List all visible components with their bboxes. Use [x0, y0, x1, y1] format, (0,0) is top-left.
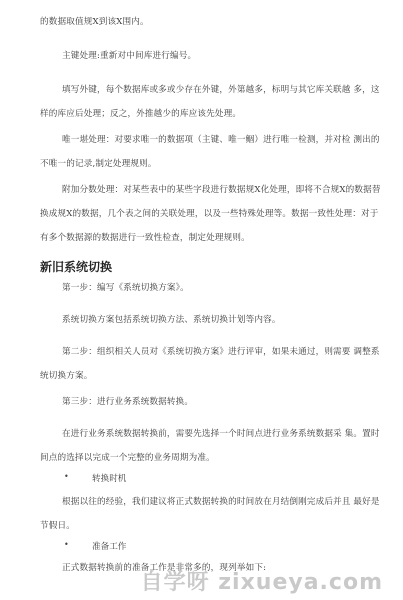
watermark-logo: 自学呀 zixueya.com — [140, 570, 383, 595]
paragraph-unique: 唯一堪处理：对要求唯一的数据项（主键、唯一鲴）进行唯一检测，并对检 测出的不唯一的记录,制定处理规则。 — [40, 135, 380, 169]
paragraph-foreign-key: 填写外键，每个数据库或多或少存在外键，外第越多，标明与其它库关联越 多，这样的库应后处理；反之，外推越少的库应该先处理。 — [40, 85, 380, 119]
bullet-icon: • — [64, 540, 69, 549]
bullet-preparation: 准备工作 — [92, 542, 127, 552]
section-heading: 新旧系统切换 — [40, 260, 113, 274]
paragraph-collection: 在进行业务系统数据转换前，需要先选择一个时间点进行业务系统数据采 集。置时间点的选择以完成一个完整的业务周期为准。 — [40, 429, 380, 463]
paragraph-experience: 根据以往的经验，我们建议将正式数据转换的时间放在月结倒刚完成后并且 最好是节假日。 — [40, 497, 380, 531]
paragraph-primary-key: 主键处理:重新对中间库进行编号。 — [62, 51, 197, 61]
paragraph-additional: 附加分数处理：对某些表中的某些字段进行数据规X化处理，即将不合规X的数据替换成规X的数据，几个表之间的关联处理，以及一些特殊处理等。数据一致性处理：对于有多个数据源的数据进行一致性检查，制定处理规则。 — [40, 185, 381, 243]
paragraph-preparation: 正式数据转换前的准备工作是非常多的，现列举如下: — [62, 563, 267, 573]
bullet-timing: 转换时机 — [92, 474, 127, 484]
paragraph-plan-contents: 系统切换方案包括系统切换方法、系统切换计划等内容。 — [62, 315, 281, 325]
paragraph-range: 的数据取值规X到该X围内。 — [40, 17, 149, 27]
paragraph-step-two: 第二步：组织相关人员对《系统切换方案》进行评审，如果未通过，则需要 调整系统切换方案。 — [40, 347, 380, 381]
paragraph-step-three: 第三步：进行业务系统数据转换。 — [62, 397, 194, 407]
bullet-icon: • — [64, 472, 69, 481]
paragraph-step-one: 第一步：编写《系统切换方案》。 — [62, 283, 189, 293]
